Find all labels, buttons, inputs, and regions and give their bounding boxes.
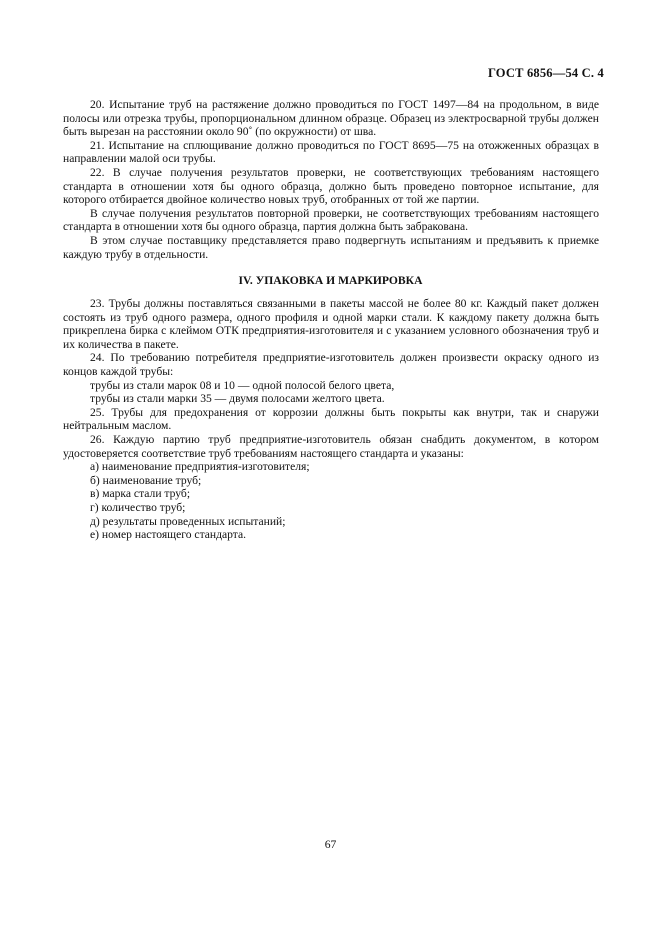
list-item: в) марка стали труб; — [90, 487, 191, 501]
list-item: д) результаты проведенных испытаний; — [90, 514, 286, 528]
paragraph-22-supplier-right: В этом случае поставщику представляется право подвергнуть испытаниям и предъявить к приемке каждую трубу в отдельности. — [63, 233, 599, 261]
list-item: е) номер настоящего стандарта. — [90, 528, 247, 542]
list-item: а) наименование предприятия-изготовителя; — [90, 460, 310, 474]
document-contents-list — [63, 460, 599, 542]
paragraph-20: 20. Испытание труб на растяжение должно проводиться по ГОСТ 1497—84 на продольном, в виде полосы или отрезка трубы, пропорциональном длинном образце. Образец из электросварной трубы должен быть вырезан на расстоянии около 90˚ (по окружности) от шва. — [63, 98, 599, 139]
page-number: 67 — [324, 838, 337, 851]
list-item: б) наименование труб; — [90, 473, 202, 487]
page-header: ГОСТ 6856—54 С. 4 — [487, 66, 604, 80]
paragraph-21: 21. Испытание на сплющивание должно проводиться по ГОСТ 8695—75 на отожженных образцах в направлении малой оси трубы. — [63, 138, 599, 166]
paragraph-23: 23. Трубы должны поставляться связанными в пакеты массой не более 80 кг. Каждый пакет должен состоять из труб одного размера, одного профиля и одной марки стали. К каждому пакету должна быть прикреплена бирка с клеймом ОТК предприятия-изготовителя и с указанием условного обозначения труб и их количества в пакете. — [63, 297, 599, 351]
packaging-section — [63, 297, 599, 542]
paragraph-25: 25. Трубы для предохранения от коррозии должны быть покрыты как внутри, так и снаружи нейтральным маслом. — [63, 405, 599, 433]
paragraph-22-repeat-test: В случае получения результатов повторной проверки, не соответствующих требованиям настоящего стандарта в отношении хотя бы одного образца, партия должна быть забракована. — [63, 206, 599, 234]
testing-section — [63, 98, 599, 261]
list-item: г) количество труб; — [90, 500, 186, 514]
paragraph-26: 26. Каждую партию труб предприятие-изготовитель обязан снабдить документом, в котором удостоверяется соответствие труб требованиям настоящего стандарта и указаны: — [63, 432, 599, 460]
paragraph-24: 24. По требованию потребителя предприятие-изготовитель должен произвести окраску одного из концов каждой трубы: — [63, 351, 599, 378]
paragraph-24-steel-35: трубы из стали марки 35 — двумя полосами желтого цвета. — [90, 392, 385, 406]
paragraph-24-steel-08-10: трубы из стали марок 08 и 10 — одной полосой белого цвета, — [90, 378, 395, 392]
section-title-packaging: IV. УПАКОВКА И МАРКИРОВКА — [238, 274, 423, 287]
paragraph-22: 22. В случае получения результатов проверки, не соответствующих требованиям настоящего стандарта в отношении хотя бы одного образца, должно быть проведено повторное испытание, для которого отбирается двойное количество новых труб, отобранных от той же партии. — [63, 165, 599, 207]
